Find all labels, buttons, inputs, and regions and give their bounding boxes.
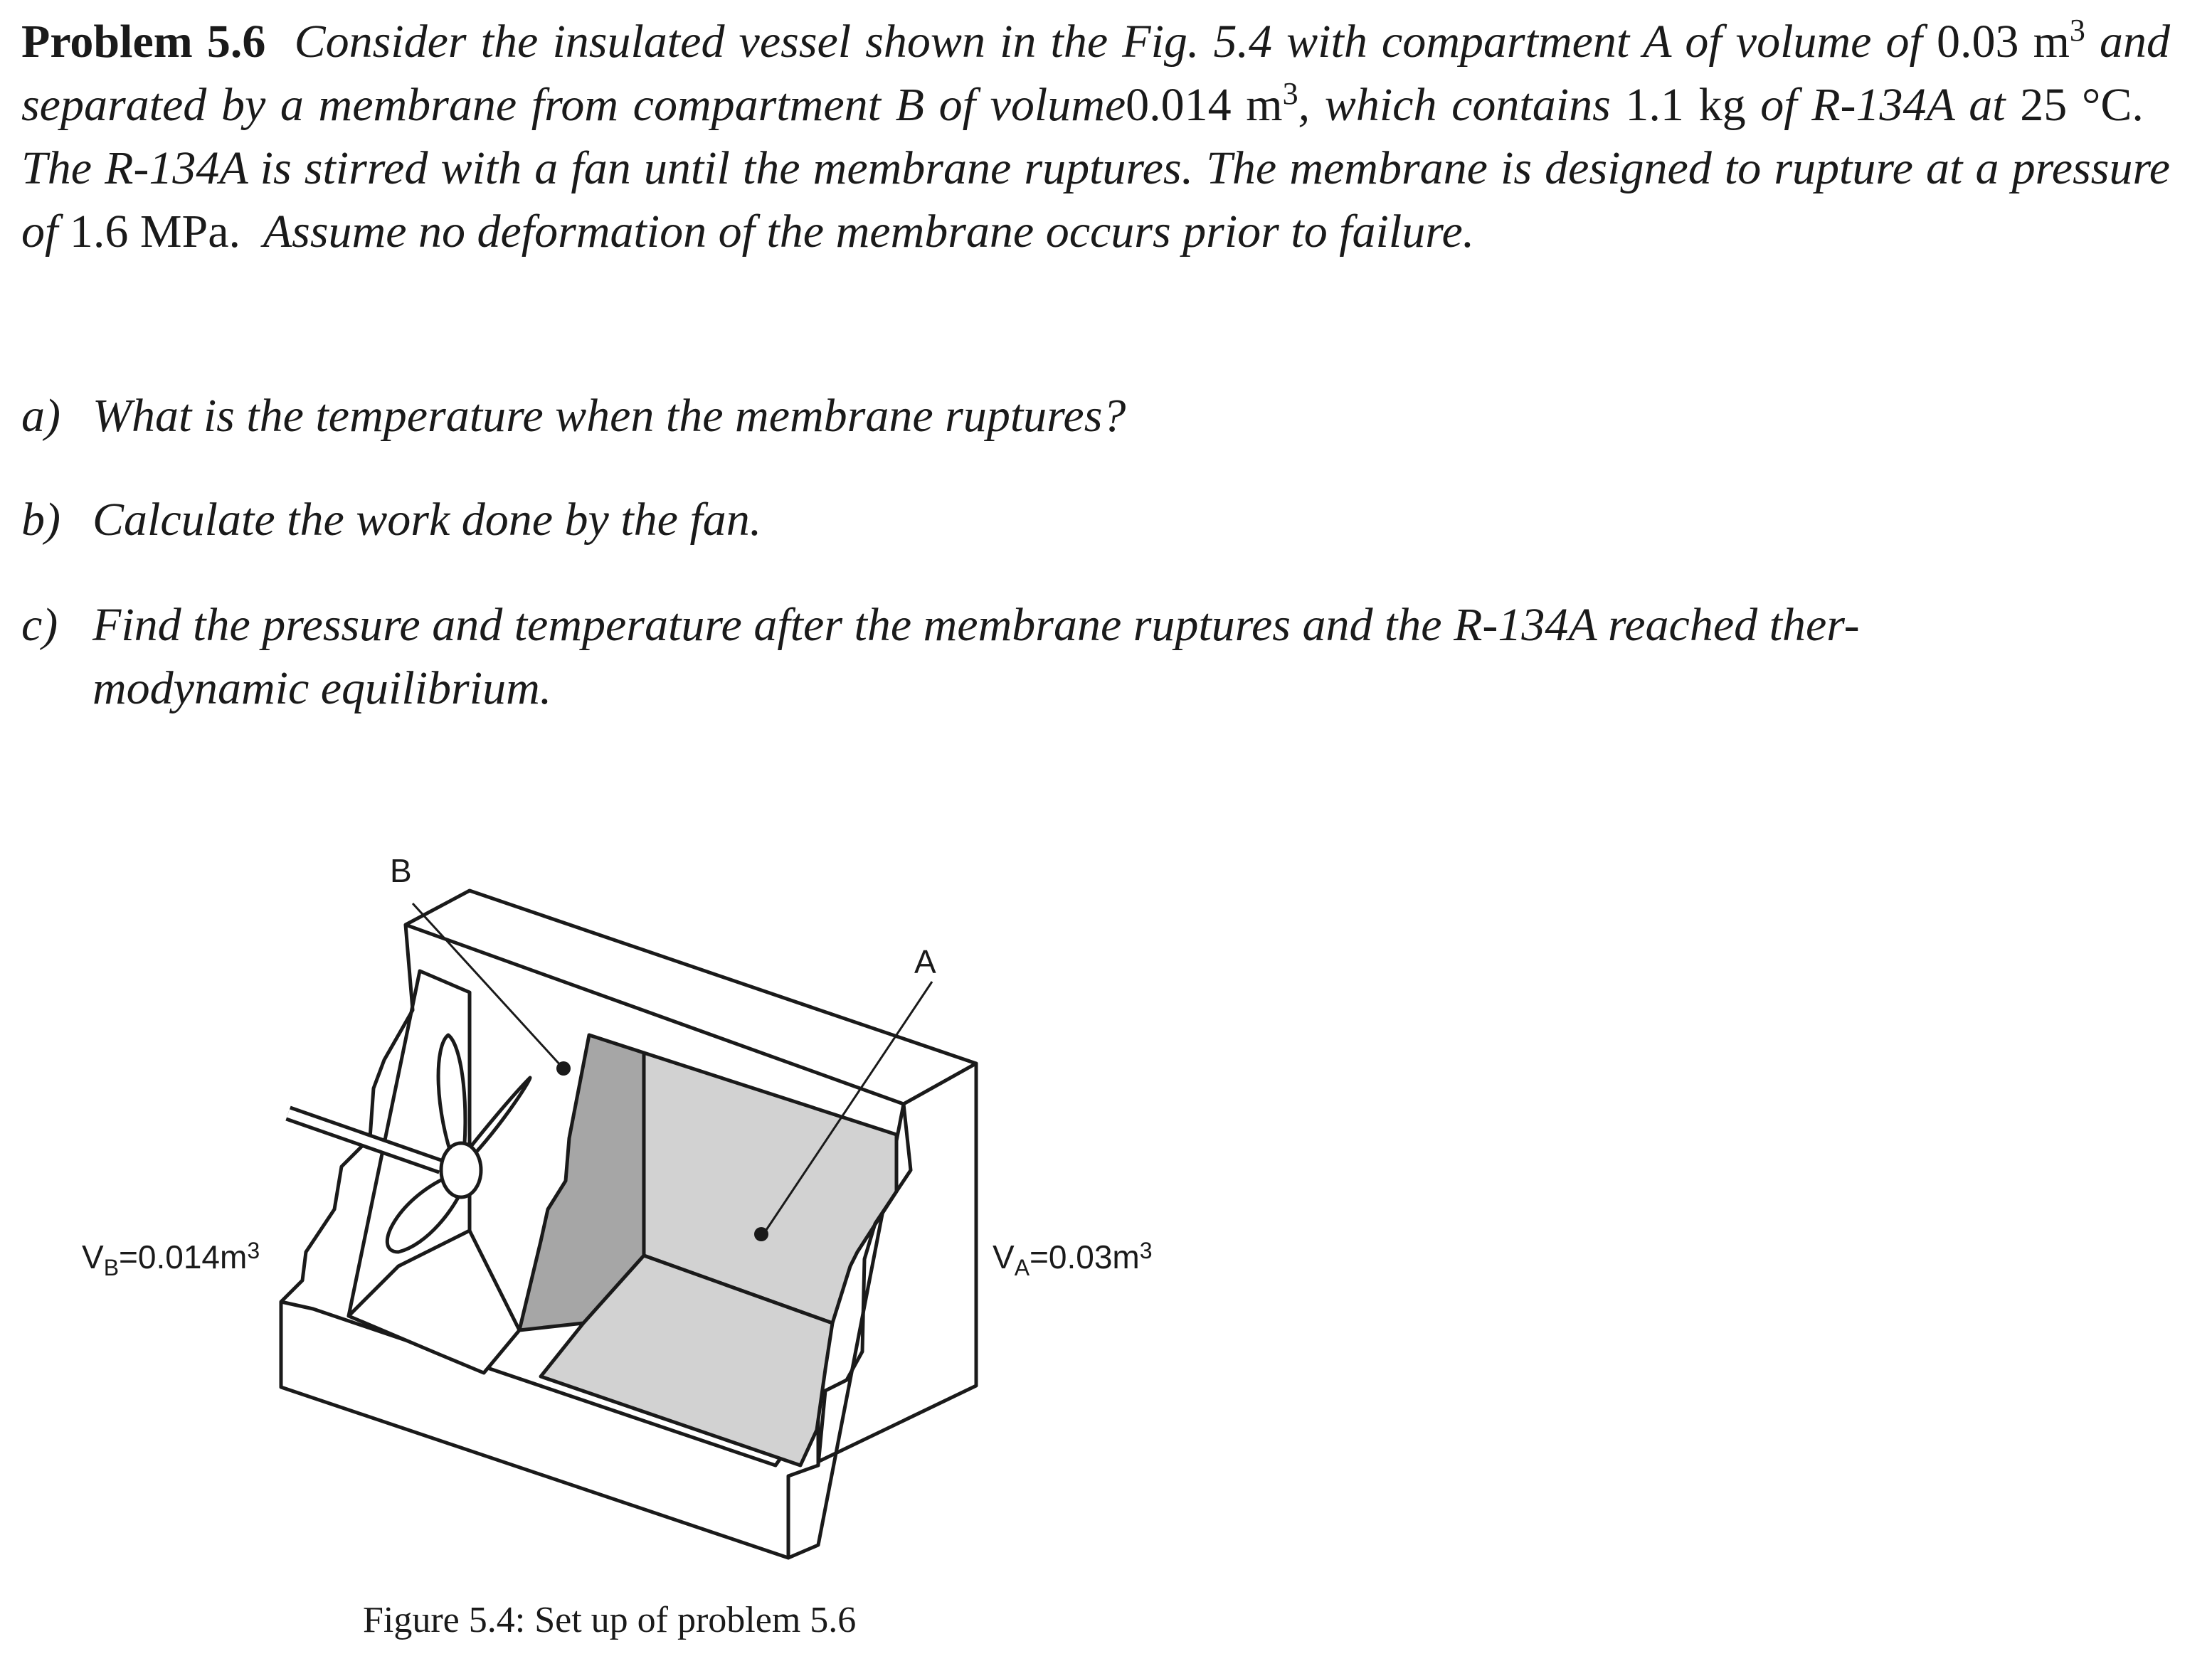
question-b-mark: b) xyxy=(21,494,60,546)
volume-a-label: $V_A=0.03m^3$ xyxy=(993,1238,1153,1280)
question-a-mark: a) xyxy=(21,390,60,442)
mass-value: 1.1 kg xyxy=(1625,79,1746,131)
label-a: A xyxy=(914,943,936,980)
point-b-dot xyxy=(556,1061,571,1076)
label-b: B xyxy=(390,852,412,889)
problem-statement xyxy=(21,10,2170,263)
volume-b-value: 0.014 m xyxy=(1126,79,1283,131)
problem-text-2: and separated by a membrane from compartment B of volume xyxy=(21,16,2171,131)
volume-b-label: $V_B=0.014m^3$ xyxy=(82,1238,260,1280)
figure-caption: Figure 5.4: Set up of problem 5.6 xyxy=(363,1600,857,1640)
problem-label: Problem 5.6 xyxy=(21,16,266,68)
volume-a-exp: 3 xyxy=(2069,13,2085,48)
problem-text-1: Consider the insulated vessel shown in the Fig. 5.4 with compartment A of volume of xyxy=(294,16,1922,68)
question-a xyxy=(21,384,1126,447)
problem-text-4: of R-134A at xyxy=(1760,79,2006,131)
question-a-text: What is the temperature when the membrane ruptures? xyxy=(92,390,1126,442)
question-c-line-2: modynamic equilibrium. xyxy=(92,662,552,714)
point-a-dot xyxy=(754,1227,768,1241)
pressure-value: 1.6 MPa. xyxy=(69,206,241,258)
question-c-line-1: Find the pressure and temperature after the membrane ruptures and the R-134A reached ther- xyxy=(92,599,1860,651)
question-c xyxy=(21,593,2170,720)
fan-hub xyxy=(441,1143,481,1197)
problem-text-5: The R-134A is stirred with a fan until the membrane ruptures. The membrane is designed to rupture at a pressure of xyxy=(21,142,2170,258)
problem-text-3: , which contains xyxy=(1298,79,1611,131)
problem-text-6: Assume no deformation of the membrane occurs prior to failure. xyxy=(263,206,1475,258)
question-b xyxy=(21,488,761,551)
temperature-value: 25 °C. xyxy=(2020,79,2144,131)
question-b-text: Calculate the work done by the fan. xyxy=(92,494,762,546)
vessel-figure xyxy=(0,818,2212,1661)
question-c-mark: c) xyxy=(21,599,58,651)
volume-b-exp: 3 xyxy=(1282,76,1298,111)
volume-a-value: 0.03 m xyxy=(1936,16,2070,68)
